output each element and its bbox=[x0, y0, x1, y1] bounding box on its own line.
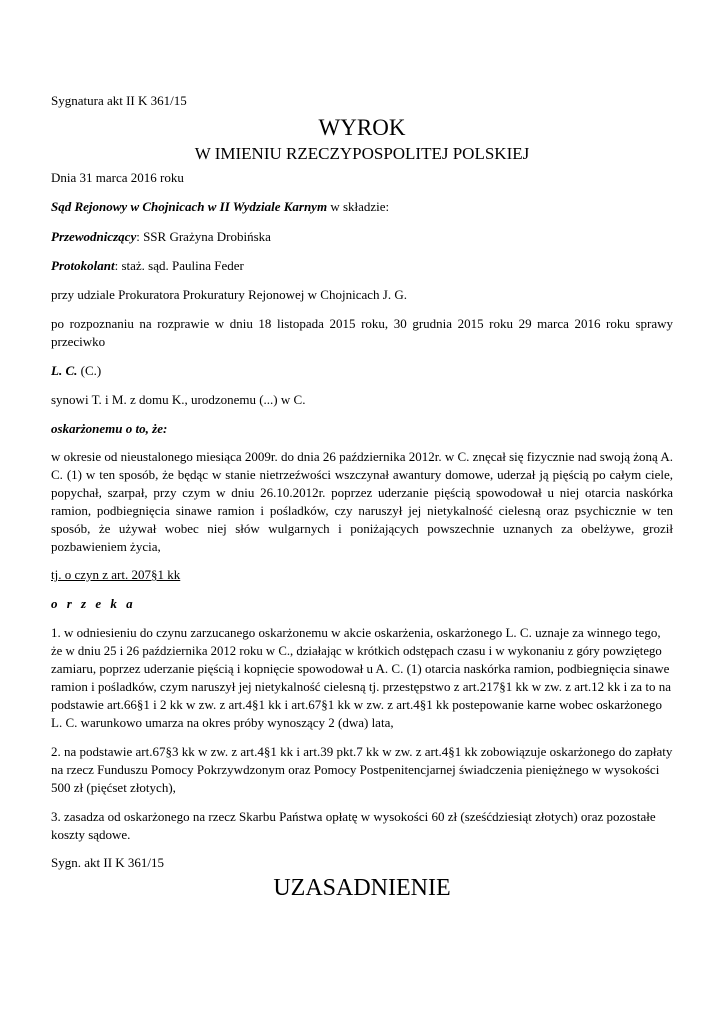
court-composition bbox=[51, 198, 389, 216]
clerk-label: Protokolant bbox=[51, 258, 115, 273]
judgment-date: Dnia 31 marca 2016 roku bbox=[51, 170, 184, 185]
defendant-info: synowi T. i M. z domu K., urodzonemu (...) w C. bbox=[51, 392, 306, 407]
ruling-line: na rzecz Funduszu Pomocy Pokrzywdzonym oraz Pomocy Postpenitencjarnej świadczenia pieniężnego w wysokości bbox=[51, 762, 660, 777]
chair-label: Przewodniczący bbox=[51, 229, 137, 244]
charge-paragraph: w okresie od nieustalonego miesiąca 2009r. do dnia 26 października 2012r. w C. znęcał się fizycznie nad swoją żoną A. C. (1) w ten sposób, że będąc w stanie nietrzeźwości wszczynał awantury domowe, uderzał ją pięścią po całym ciele, popychał, szarpał, przy czym w dniu 26.10.2012r. poprzez uderzanie pięścią spowodował u niej otarcia naskórka ramion, podbiegnięcia sinawe ramion i pośladków, czy naruszył jej nietykalność cielesną oraz psychicznie w ten sposób, że używał wobec niej słów wulgarnych i poniżających powszechnie uznanych za obelżywe, groził pozbawieniem życia, bbox=[51, 449, 674, 554]
clerk-value: : staż. sąd. Paulina Feder bbox=[114, 258, 244, 273]
defendant-line bbox=[51, 362, 101, 380]
case-signature: Sygnatura akt II K 361/15 bbox=[51, 93, 187, 108]
accused-label: oskarżonemu o to, że: bbox=[51, 421, 168, 436]
clerk-line bbox=[51, 257, 244, 275]
footer-signature: Sygn. akt II K 361/15 bbox=[51, 855, 165, 870]
ruling-line: ramion i pośladków, czym naruszył jej nietykalność cielesną tj. przestępstwo z art.217§1 kk w zw. z art.12 kk i za to na bbox=[51, 679, 671, 694]
defendant-name: L. C. bbox=[51, 363, 78, 378]
ruling-line: 500 zł (pięćset złotych), bbox=[51, 780, 176, 795]
prosecutor-line: przy udziale Prokuratora Prokuratury Rejonowej w Chojnicach J. G. bbox=[51, 287, 407, 302]
chair-value: : SSR Grażyna Drobińska bbox=[136, 229, 271, 244]
ruling-line: zamiaru, poprzez uderzanie pięścią i kopnięcie spowodował u A. C. (1) otarcia naskórka ramion, podbiegnięcia sinawe bbox=[51, 661, 670, 676]
court-suffix: w składzie: bbox=[327, 199, 390, 214]
ruling-line: 2. na podstawie art.67§3 kk w zw. z art.4§1 kk i art.39 pkt.7 kk w zw. z art.4§1 kk zobowiązuje oskarżonego do zapłaty bbox=[51, 744, 673, 759]
document-title: WYROK bbox=[318, 115, 406, 140]
defendant-alias: (C.) bbox=[77, 363, 102, 378]
document-subtitle: W IMIENIU RZECZYPOSPOLITEJ POLSKIEJ bbox=[194, 144, 530, 163]
ruling-line: koszty sądowe. bbox=[51, 827, 131, 842]
ruling-line: L. C. warunkowo umarza na okres próby wynoszący 2 (dwa) lata, bbox=[51, 715, 394, 730]
ruling-line: podstawie art.66§1 i 2 kk w zw. z art.4§1 kk i art.67§1 kk w zw. z art.4§1 kk postepowanie karne wobec oskarżonego bbox=[51, 697, 662, 712]
justification-title: UZASADNIENIE bbox=[273, 875, 451, 901]
ruling-line: 1. w odniesieniu do czynu zarzucanego oskarżonemu w akcie oskarżenia, oskarżonego L. C. uznaje za winnego tego, bbox=[51, 625, 661, 640]
ruling-line: że w dniu 25 i 26 października 2012 roku w C., działając w krótkich odstępach czasu i w wykonaniu z góry powziętego bbox=[51, 644, 662, 658]
ruling-line: 3. zasadza od oskarżonego na rzecz Skarbu Państwa opłatę w wysokości 60 zł (sześćdziesiąt złotych) oraz pozostałe bbox=[51, 809, 656, 824]
court-name: Sąd Rejonowy w Chojnicach w II Wydziale Karnym bbox=[51, 199, 328, 214]
hearing-paragraph: po rozpoznaniu na rozprawie w dniu 18 listopada 2015 roku, 30 grudnia 2015 roku 29 marca 2016 roku sprawy przeciwko bbox=[51, 316, 673, 349]
orzeka-heading: o r z e k a bbox=[51, 596, 136, 611]
chair-line bbox=[51, 228, 271, 246]
article-reference: tj. o czyn z art. 207§1 kk bbox=[51, 567, 181, 582]
